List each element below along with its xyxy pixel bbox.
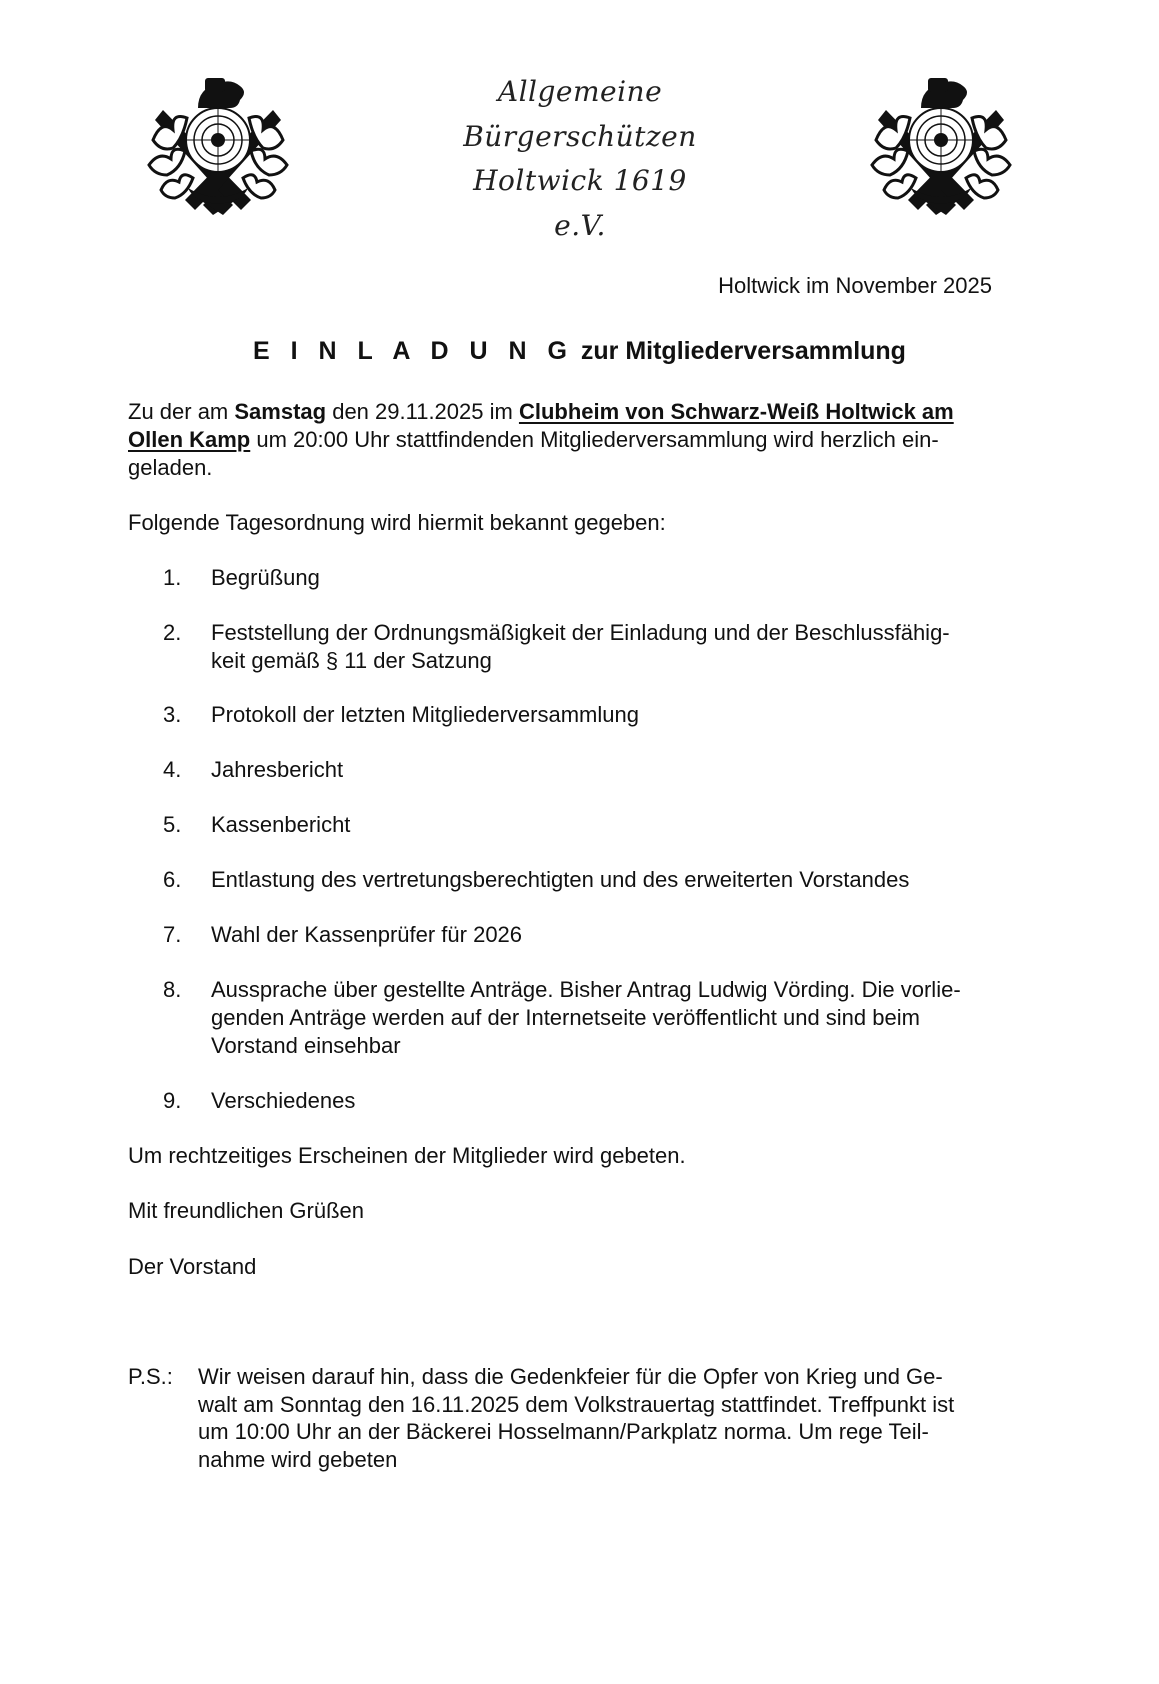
club-name-line: Allgemeine	[497, 75, 663, 108]
club-emblem-right	[866, 70, 1016, 218]
intro-day: Samstag	[234, 399, 327, 424]
agenda-item-line: Vorstand einsehbar	[211, 1033, 401, 1058]
ps-line: walt am Sonntag den 16.11.2025 dem Volkstrauertag stattfindet. Treffpunkt ist	[198, 1391, 955, 1417]
agenda-item-text	[211, 756, 1041, 784]
closing-greeting: Mit freundlichen Grüßen	[128, 1198, 364, 1223]
agenda-item-line: keit gemäß § 11 der Satzung	[211, 648, 492, 673]
title-spaced: E I N L A D U N G	[253, 337, 574, 365]
closing-request: Um rechtzeitiges Erscheinen der Mitglieder wird gebeten.	[128, 1143, 686, 1168]
agenda-item-line: Wahl der Kassenprüfer für 2026	[211, 922, 523, 947]
ps-line: um 10:00 Uhr an der Bäckerei Hosselmann/Parkplatz norma. Um rege Teil-	[198, 1419, 929, 1445]
club-emblem-left	[143, 70, 293, 218]
club-name	[380, 70, 780, 248]
agenda-item-line: Protokoll der letzten Mitgliederversammlung	[211, 702, 639, 727]
agenda-item-number: 6.	[163, 867, 182, 892]
agenda-item-number: 5.	[163, 812, 182, 837]
intro-venue-street: Ollen Kamp	[128, 427, 251, 452]
intro-text: geladen.	[128, 455, 213, 480]
agenda-item-line: Kassenbericht	[211, 812, 351, 837]
agenda-item-text	[211, 619, 1041, 675]
ps-line: Wir weisen darauf hin, dass die Gedenkfeier für die Opfer von Krieg und Ge-	[198, 1364, 943, 1389]
intro-text: um 20:00 Uhr stattfindenden Mitgliederversammlung wird herzlich ein-	[250, 427, 939, 452]
agenda-item-text	[211, 701, 1041, 729]
intro-paragraph	[128, 398, 1048, 482]
club-name-line: e.V.	[554, 208, 606, 242]
intro-text: den 29.11.2025 im	[326, 399, 519, 424]
agenda-item-text	[211, 564, 1041, 592]
agenda-item-number: 1.	[163, 565, 182, 590]
agenda-item-number: 3.	[163, 702, 182, 727]
agenda-item-text	[211, 921, 1041, 949]
date-line: Holtwick im November 2025	[718, 273, 992, 298]
agenda-item-number: 2.	[163, 620, 182, 645]
ps-text	[198, 1363, 1048, 1474]
ps-line: nahme wird gebeten	[198, 1447, 398, 1473]
agenda-item-text	[211, 976, 1041, 1060]
intro-venue: Clubheim von Schwarz-Weiß Holtwick am	[518, 399, 954, 424]
agenda-item-number: 8.	[163, 977, 182, 1002]
agenda-item-number: 9.	[163, 1088, 182, 1113]
club-name-line: Holtwick 1619	[473, 164, 687, 197]
agenda-item-line: Aussprache über gestellte Anträge. Bisher Antrag Ludwig Vörding. Die vorlie-	[211, 977, 961, 1002]
club-name-line: Bürgerschützen	[463, 119, 697, 153]
closing-signature: Der Vorstand	[128, 1254, 257, 1279]
agenda-item-line: Entlastung des vertretungsberechtigten und des erweiterten Vorstandes	[211, 867, 910, 892]
document-title	[0, 337, 1159, 366]
agenda-item-number: 4.	[163, 757, 182, 782]
agenda-item-text	[211, 866, 1041, 894]
title-rest: zur Mitgliederversammlung	[580, 337, 906, 365]
agenda-item-line: Feststellung der Ordnungsmäßigkeit der Einladung und der Beschlussfähig-	[211, 620, 950, 645]
agenda-item-line: Jahresbericht	[211, 757, 344, 782]
agenda-item-number: 7.	[163, 922, 182, 947]
agenda-item-text	[211, 1087, 1041, 1115]
agenda-item-text	[211, 811, 1041, 839]
agenda-item-line: genden Anträge werden auf der Internetseite veröffentlicht und sind beim	[211, 1005, 920, 1030]
ps-label: P.S.:	[128, 1364, 173, 1389]
intro-text: Zu der am	[128, 399, 235, 424]
agenda-item-line: Begrüßung	[211, 565, 320, 590]
agenda-item-line: Verschiedenes	[211, 1088, 356, 1113]
agenda-intro: Folgende Tagesordnung wird hiermit bekannt gegeben:	[128, 510, 666, 535]
